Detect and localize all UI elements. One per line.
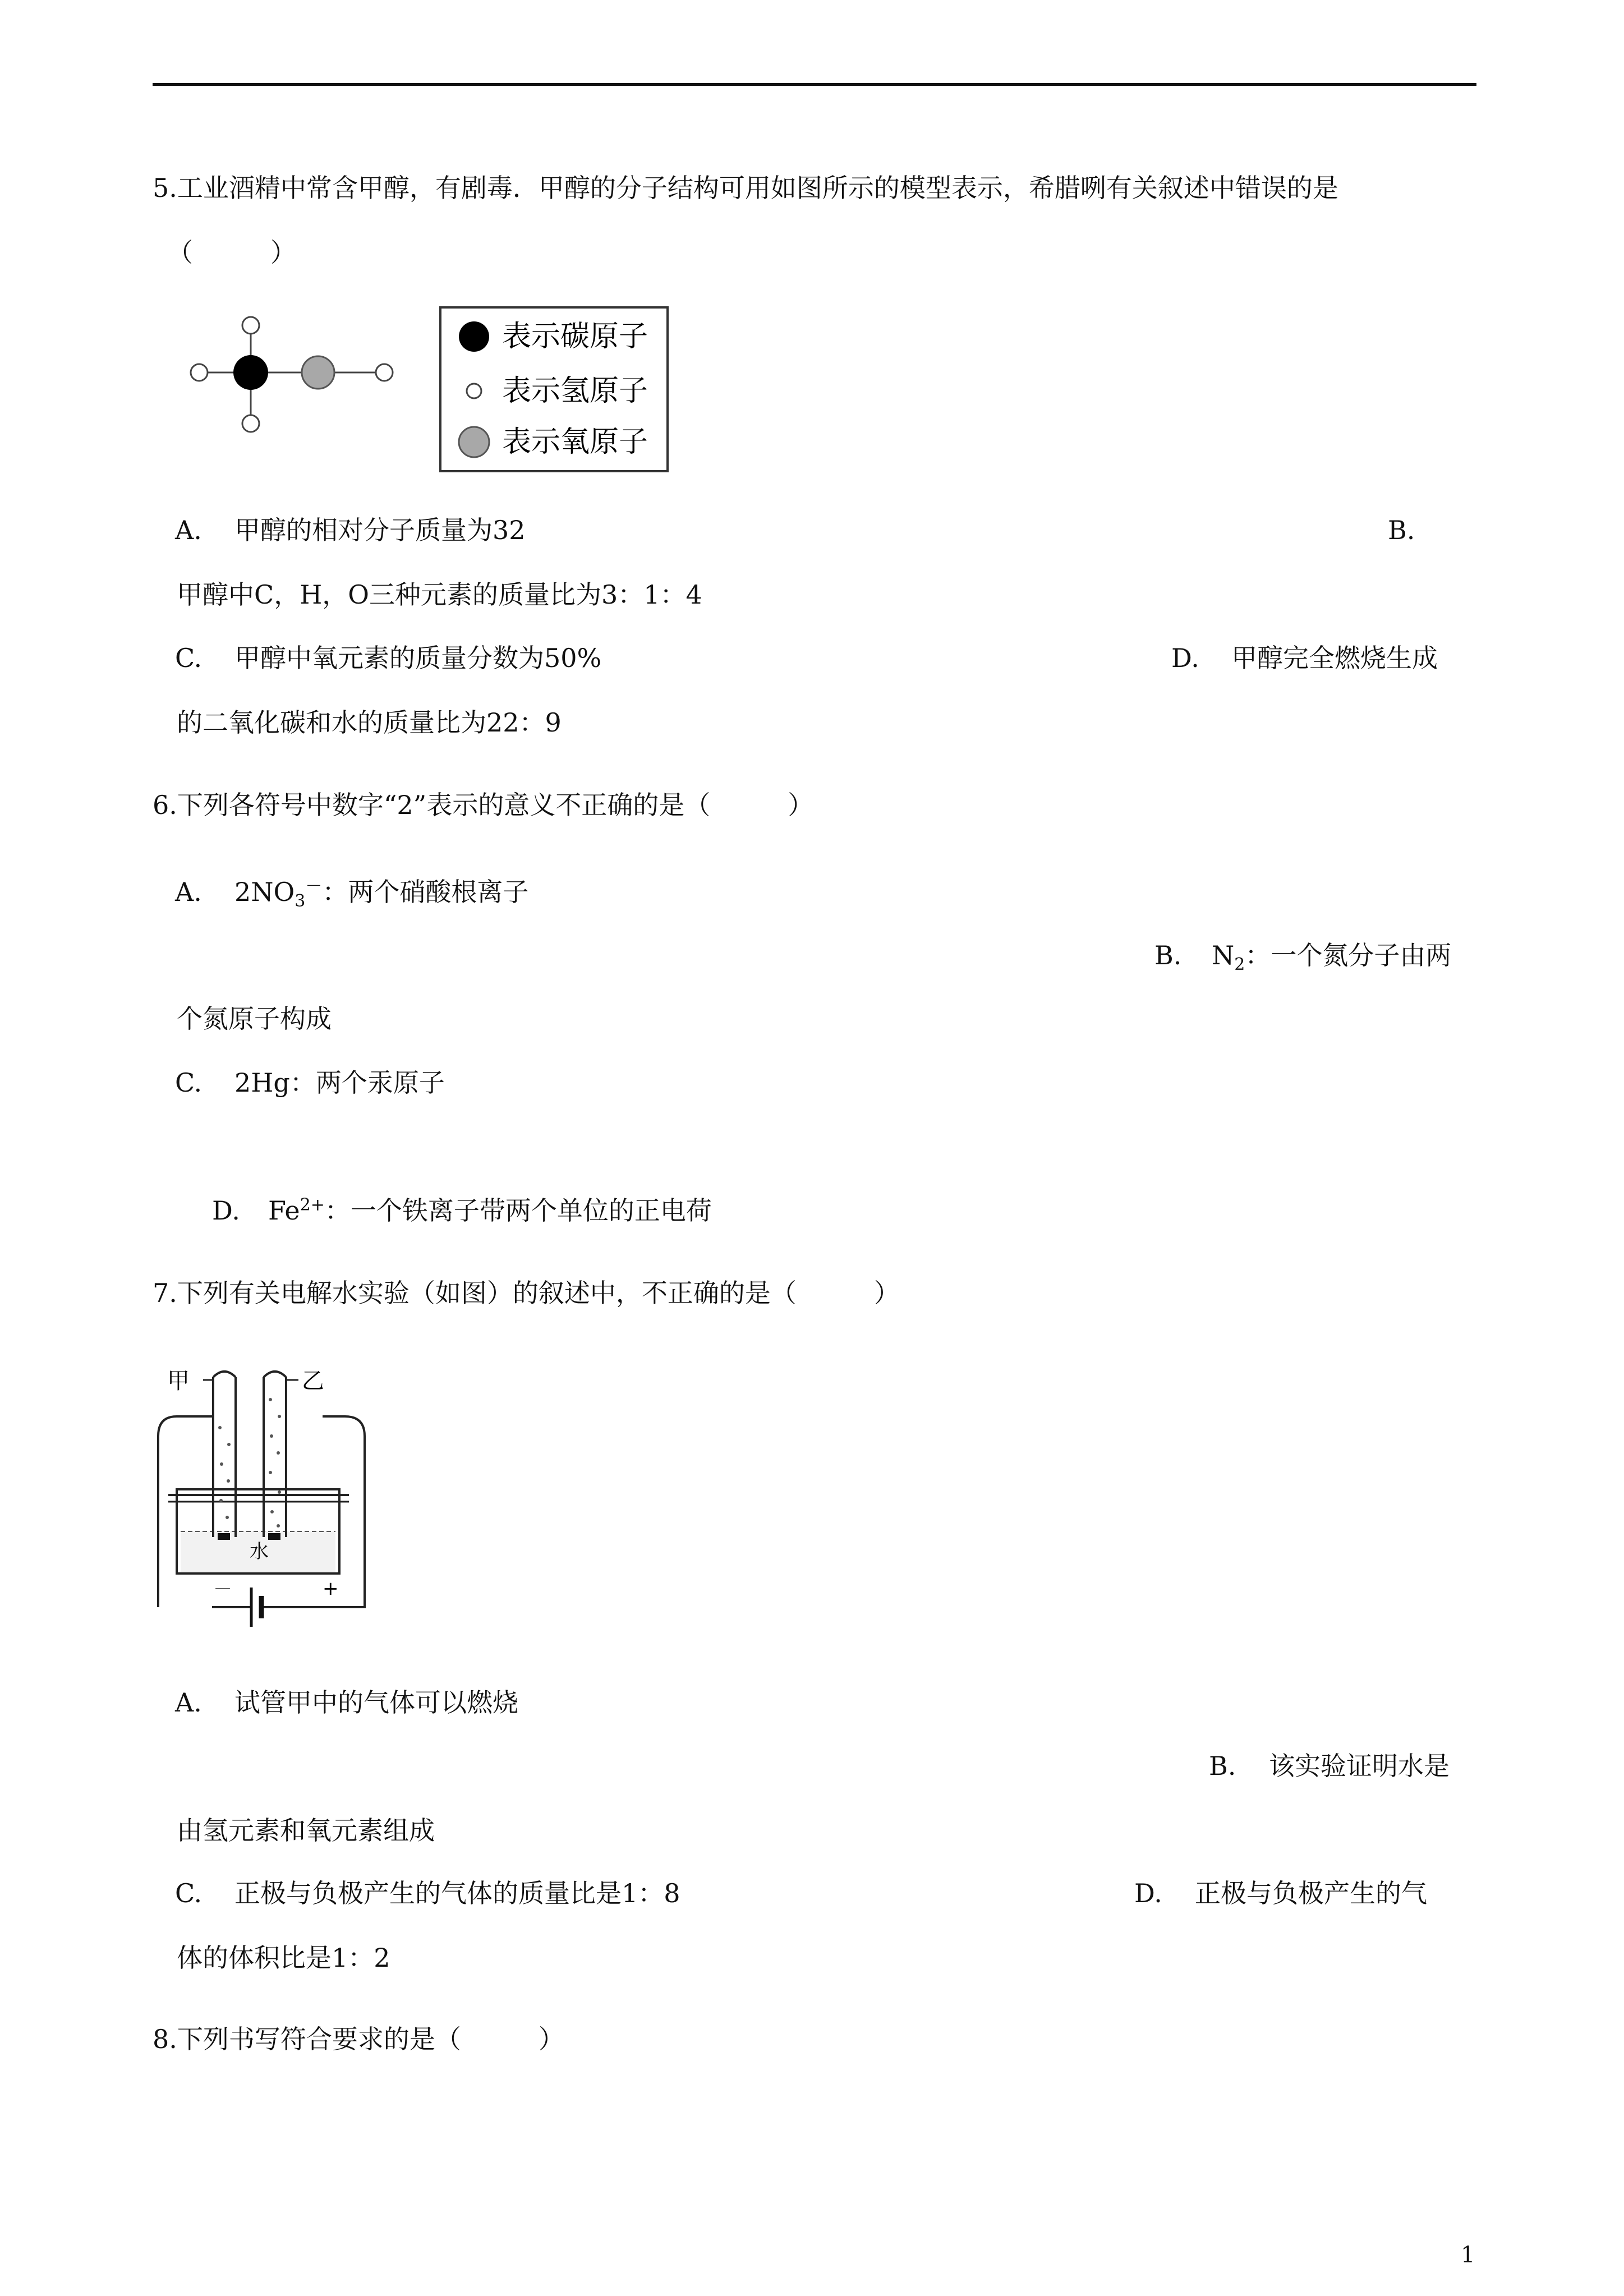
tube-yi	[264, 1377, 286, 1537]
q7-option-b-continued: 由氢元素和氧元素组成	[177, 1815, 435, 1846]
header-rule	[153, 83, 1476, 86]
legend-hydrogen: 表示氢原子	[502, 374, 648, 408]
molecule-model	[191, 317, 393, 432]
methanol-model-figure	[180, 303, 684, 488]
q7-option-b-label: B.	[1209, 1751, 1236, 1781]
q6-option-b-label: B.	[1154, 940, 1182, 970]
hydrogen-atom	[242, 317, 259, 334]
q7-option-d: 正极与负极产生的气	[1195, 1878, 1427, 1908]
q5-answer-paren: （ ）	[167, 237, 296, 268]
q6-option-b-continued: 个氮原子构成	[177, 1004, 332, 1034]
q5-option-d-label: D.	[1171, 643, 1199, 673]
tube-jia-label: 甲	[167, 1368, 190, 1394]
hydrogen-atom	[376, 364, 393, 381]
tube-yi-label: 乙	[302, 1368, 324, 1394]
model-legend	[440, 307, 668, 471]
page-number: 1	[1461, 2242, 1475, 2268]
q8-stem: 8.下列书写符合要求的是（ ）	[153, 2024, 564, 2054]
legend-oxygen: 表示氧原子	[502, 425, 648, 459]
q7-option-c: 正极与负极产生的气体的质量比是1：8	[234, 1878, 680, 1908]
hydrogen-atom	[191, 364, 208, 381]
positive-terminal-label: +	[323, 1577, 339, 1600]
q6-option-b: $N_2$：一个氮分子由两	[1212, 940, 1452, 975]
q6-option-a-label: A.	[175, 877, 202, 907]
q5-option-d: 甲醇完全燃烧生成	[1231, 643, 1438, 673]
q5-option-a: 甲醇的相对分子质量为32	[234, 515, 526, 545]
q5-option-a-label: A.	[175, 515, 202, 545]
hydrogen-atom	[242, 415, 259, 432]
q5-option-b-label: B.	[1388, 515, 1415, 545]
q6-option-c-label: C.	[175, 1068, 203, 1098]
q5-option-c: 甲醇中氧元素的质量分数为50%	[234, 643, 602, 673]
q7-option-d-label: D.	[1134, 1878, 1162, 1908]
q7-option-b: 该实验证明水是	[1269, 1751, 1450, 1781]
q7-option-a: 试管甲中的气体可以燃烧	[234, 1687, 518, 1718]
q6-option-d: $Fe^{2+}$：一个铁离子带两个单位的正电荷	[268, 1195, 712, 1226]
legend-carbon: 表示碳原子	[502, 320, 648, 353]
q7-stem: 7.下列有关电解水实验（如图）的叙述中，不正确的是（ ）	[153, 1278, 900, 1308]
negative-terminal-label: －	[213, 1579, 232, 1601]
q6-stem: 6.下列各符号中数字“2”表示的意义不正确的是（ ）	[153, 790, 814, 820]
tube-jia	[213, 1377, 236, 1537]
q7-option-a-label: A.	[175, 1687, 202, 1718]
q6-option-a: $2NO_3^-$：两个硝酸根离子	[234, 876, 529, 912]
q6-option-c: 2Hg：两个汞原子	[234, 1068, 445, 1098]
q5-stem: 5.工业酒精中常含甲醇，有剧毒．甲醇的分子结构可用如图所示的模型表示，希腊咧有关叙述中错误的是	[153, 173, 1338, 203]
carbon-atom	[233, 355, 268, 390]
electrolysis-figure	[151, 1360, 387, 1641]
q5-option-b: 甲醇中C，H，O三种元素的质量比为3：1：4	[177, 579, 702, 610]
q5-option-c-label: C.	[175, 643, 203, 673]
water-label: 水	[250, 1540, 269, 1563]
q6-option-d-label: D.	[212, 1195, 240, 1226]
q5-option-d-continued: 的二氧化碳和水的质量比为22：9	[177, 707, 562, 738]
oxygen-atom	[302, 356, 334, 389]
q7-option-c-label: C.	[175, 1878, 203, 1908]
q7-option-d-continued: 体的体积比是1：2	[177, 1943, 390, 1973]
